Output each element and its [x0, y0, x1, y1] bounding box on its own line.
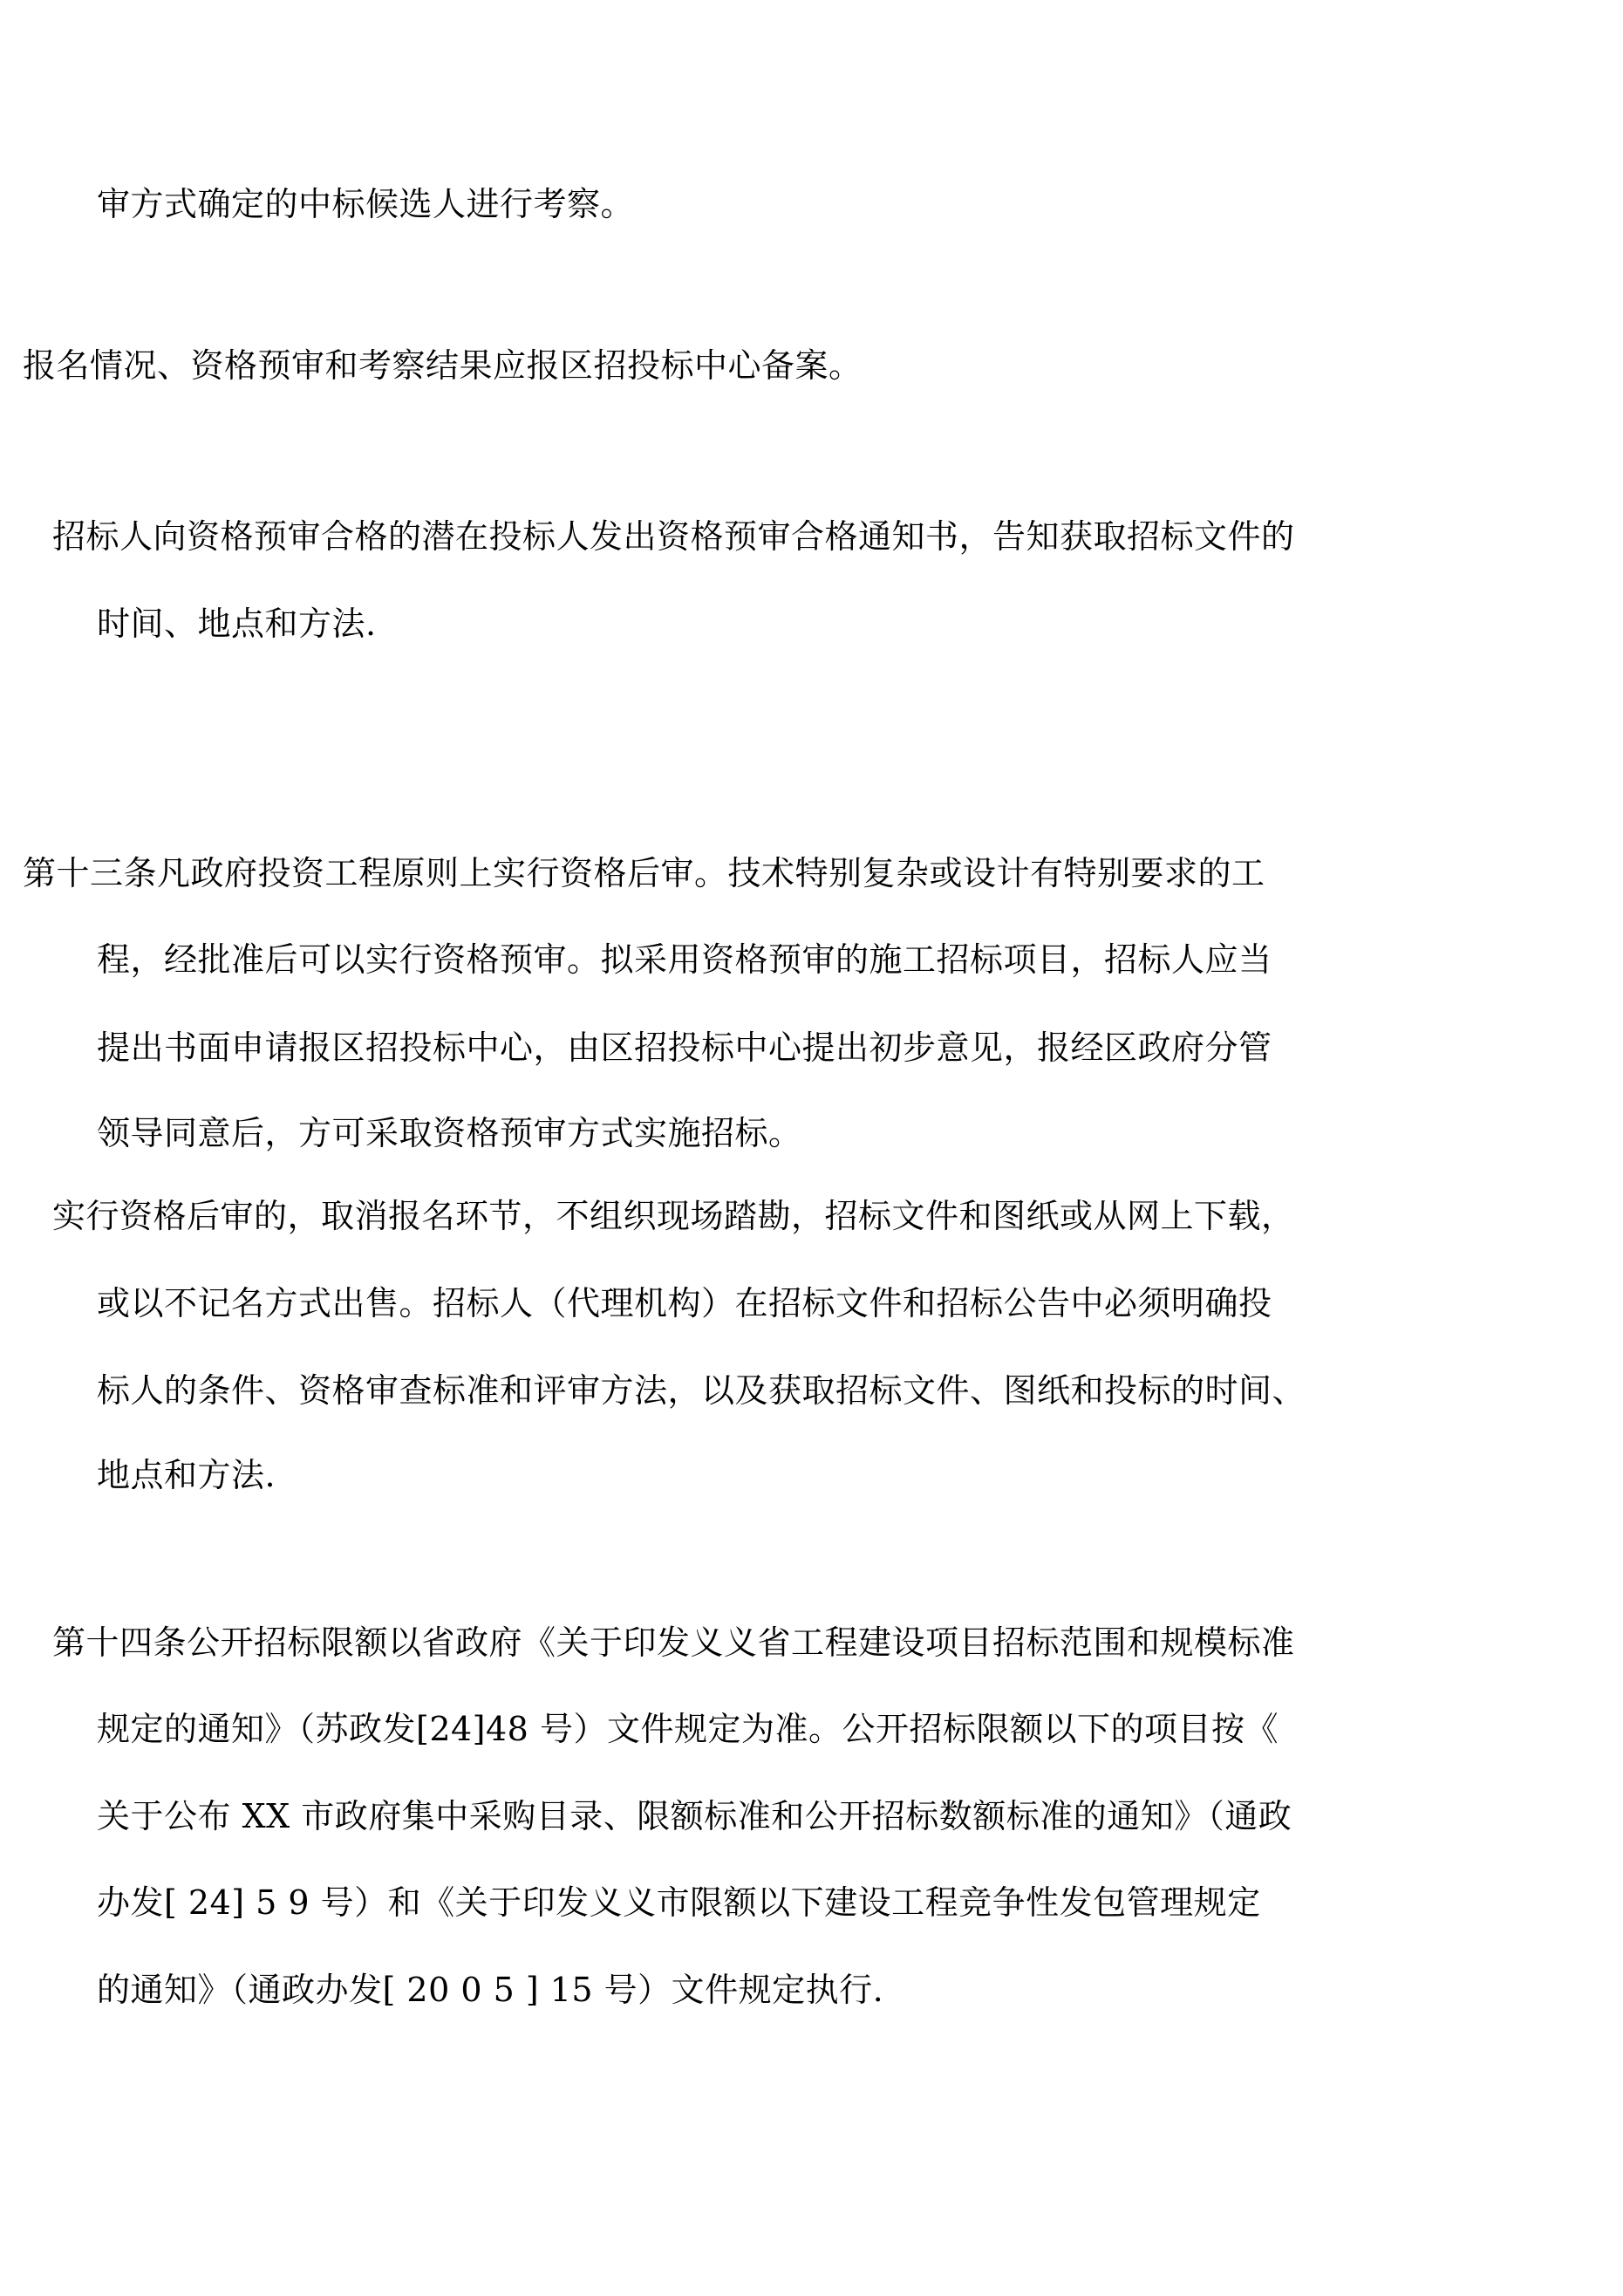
text-line: 或以不记名方式出售。招标人（代理机构）在招标文件和招标公告中必须明确投 [97, 1284, 1272, 1322]
text-line: 实行资格后审的，取消报名环节，不组织现场踏勘，招标文件和图纸或从网上下载， [52, 1197, 1295, 1235]
text-line: 程，经批准后可以实行资格预审。拟采用资格预审的施工招标项目，招标人应当 [97, 940, 1272, 979]
text-line: 的通知》（通政办发[ 20 0 5 ] 15 号）文件规定执行. [97, 1971, 884, 2009]
text-line: 办发[ 24] 5 9 号）和《关于印发义义市限额以下建设工程竞争性发包管理规定 [97, 1883, 1261, 1922]
text-line: 第十三条凡政府投资工程原则上实行资格后审。技术特别复杂或设计有特别要求的工 [23, 854, 1265, 892]
text-line: 提出书面申请报区招投标中心，由区招投标中心提出初步意见，报经区政府分管 [97, 1028, 1272, 1067]
text-line: 关于公布 XX 市政府集中采购目录、限额标准和公开招标数额标准的通知》（通政 [97, 1797, 1292, 1835]
text-line: 审方式确定的中标候选人进行考察。 [97, 185, 635, 223]
text-line: 领导同意后，方可采取资格预审方式实施招标。 [97, 1114, 802, 1152]
text-line: 报名情况、资格预审和考察结果应报区招投标中心备案。 [23, 346, 863, 385]
text-line: 规定的通知》（苏政发[24]48 号）文件规定为准。公开招标限额以下的项目按《 [97, 1710, 1279, 1748]
text-line: 标人的条件、资格审查标准和评审方法，以及获取招标文件、图纸和投标的时间、 [97, 1371, 1306, 1410]
text-line: 第十四条公开招标限额以省政府《关于印发义义省工程建设项目招标范围和规模标准 [52, 1623, 1295, 1662]
text-line: 时间、地点和方法. [97, 605, 377, 643]
text-line: 地点和方法. [97, 1456, 276, 1494]
text-line: 招标人向资格预审合格的潜在投标人发出资格预审合格通知书，告知获取招标文件的 [52, 517, 1295, 556]
